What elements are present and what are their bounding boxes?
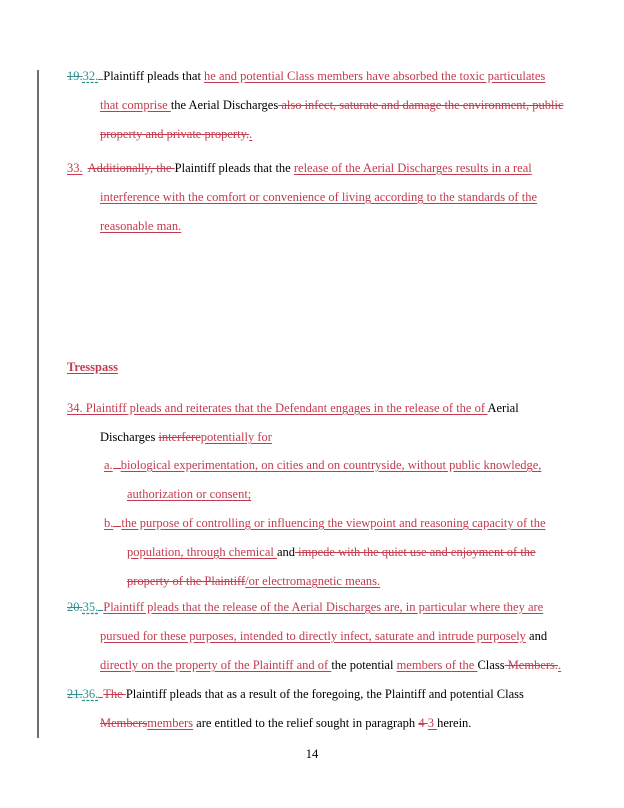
text-run: Plaintiff pleads that	[103, 69, 205, 83]
text-run: he and potential Class members have absorbed the toxic particulates	[204, 69, 546, 83]
text-run: interference with the comfort or convenience of living according to the standards of the	[100, 190, 537, 204]
text-line	[67, 651, 612, 680]
text-run: /or electromagnetic means.	[245, 574, 381, 588]
text-run: Discharges	[100, 430, 159, 444]
text-run: Plaintiff pleads that the	[174, 161, 294, 175]
text-run: Aerial	[487, 401, 519, 415]
text-line	[67, 709, 612, 738]
text-run: are entitled to the relief sought in paragraph	[193, 716, 419, 730]
text-run: 36.	[82, 687, 99, 701]
text-run: 20.	[67, 600, 83, 614]
text-line	[67, 680, 612, 709]
text-line	[67, 394, 612, 423]
text-run: biological experimentation, on cities and on countryside, without public knowledge,	[120, 458, 542, 472]
text-line	[67, 183, 612, 212]
text-run: the Aerial Discharges	[170, 98, 279, 112]
text-run: directly on the property of the Plaintiff and of	[100, 658, 332, 672]
text-line	[67, 353, 612, 382]
text-run: Tresspass	[67, 360, 118, 374]
para-34-item-a	[67, 451, 612, 509]
text-line	[67, 120, 612, 149]
text-run: reasonable man.	[100, 219, 182, 233]
text-run: 35.	[82, 600, 99, 614]
text-run: .	[249, 127, 253, 141]
text-run: population, through chemical	[127, 545, 277, 559]
text-run: potentially for	[200, 430, 272, 444]
para-36	[67, 680, 612, 738]
text-run: b.	[104, 516, 114, 530]
para-34	[67, 394, 612, 452]
text-line	[67, 480, 612, 509]
page-number: 14	[305, 747, 319, 761]
text-run: property of the Plaintiff	[127, 574, 246, 588]
tab-spacer	[113, 457, 121, 470]
para-35	[67, 593, 612, 680]
text-run: 33.	[67, 161, 83, 175]
text-run: Members.	[504, 658, 559, 672]
text-line	[67, 212, 612, 241]
text-run: Plaintiff pleads that the release of the Aerial Discharges are, in particular where they are	[103, 600, 544, 614]
text-run: 4	[418, 716, 428, 730]
text-run: a.	[104, 458, 113, 472]
text-line	[67, 423, 612, 452]
text-run: and	[276, 545, 296, 559]
text-run: authorization or consent;	[127, 487, 252, 501]
text-run: herein.	[437, 716, 472, 730]
text-run: members	[147, 716, 194, 730]
text-line	[67, 509, 612, 538]
text-run: 34. Plaintiff pleads and reiterates that the Defendant engages in the release of the of	[67, 401, 488, 415]
text-line	[67, 91, 612, 120]
text-run: Members	[100, 716, 148, 730]
text-run: members of the	[396, 658, 478, 672]
text-run: impede with the quiet use and enjoyment of the	[295, 545, 536, 559]
text-line	[67, 451, 612, 480]
text-run: release of the Aerial Discharges results in a real	[293, 161, 532, 175]
text-run: and	[525, 629, 548, 643]
text-run: Plaintiff pleads that as a result of the foregoing, the Plaintiff and potential Class	[125, 687, 524, 701]
text-line	[67, 567, 612, 596]
text-run: 21.	[67, 687, 83, 701]
text-run: Class	[477, 658, 505, 672]
para-34-item-b	[67, 509, 612, 596]
text-line	[67, 622, 612, 651]
text-line	[67, 538, 612, 567]
heading-tresspass	[67, 353, 612, 382]
text-run: 19.	[67, 69, 83, 83]
text-run: Additionally, the	[87, 161, 175, 175]
text-run: The	[103, 687, 126, 701]
para-32	[67, 62, 612, 149]
text-run: .	[558, 658, 562, 672]
para-33	[67, 154, 612, 241]
text-line	[67, 62, 612, 91]
text-run: property and private property.	[100, 127, 250, 141]
text-run: 32.	[82, 69, 99, 83]
text-run: 3	[427, 716, 438, 730]
text-run: that comprise	[100, 98, 171, 112]
text-run: the purpose of controlling or influencing the viewpoint and reasoning capacity of the	[121, 516, 546, 530]
text-run: also infect, saturate and damage the environment, public	[278, 98, 564, 112]
text-line	[67, 154, 612, 183]
text-run: pursued for these purposes, intended to directly infect, saturate and intrude purposely	[100, 629, 526, 643]
text-run: the potential	[331, 658, 397, 672]
text-line	[67, 593, 612, 622]
text-run: interfere	[158, 430, 201, 444]
